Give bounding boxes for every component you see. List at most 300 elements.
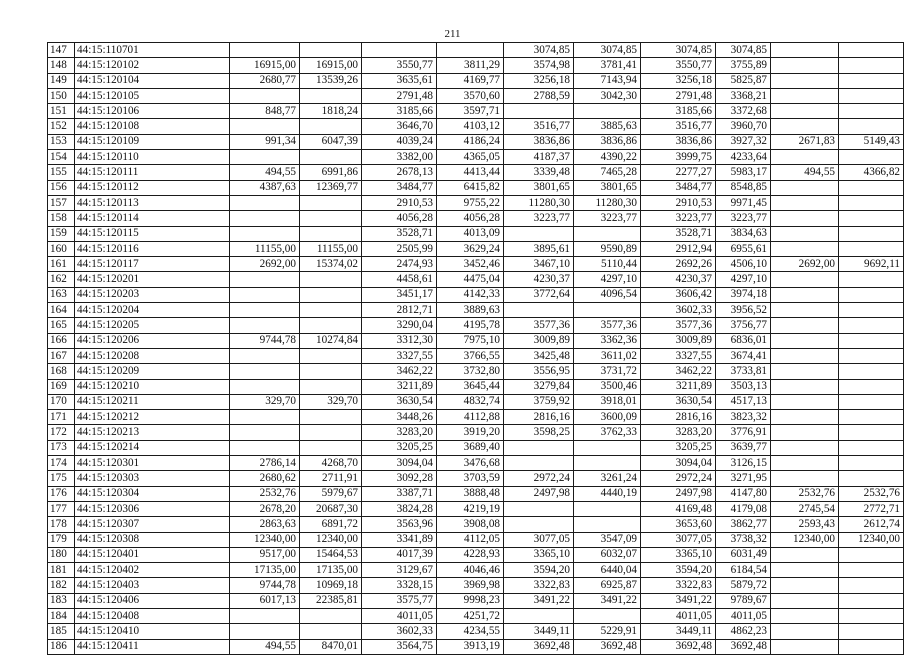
cell-value-1 [230,410,300,425]
cell-value-9 [771,211,839,226]
cell-value-9 [771,287,839,302]
cell-value-8: 3960,70 [716,119,771,134]
cell-value-2 [300,226,362,241]
cell-value-6: 3491,22 [574,593,641,608]
cell-value-7: 3074,85 [641,43,716,58]
cell-value-5: 3577,36 [504,318,574,333]
table-row [48,195,904,210]
cell-value-5: 4230,37 [504,272,574,287]
cell-value-2 [300,287,362,302]
table-row [48,624,904,639]
cell-value-2 [300,195,362,210]
cell-cadastral-code: 44:15:120114 [75,211,230,226]
table-row [48,608,904,623]
cell-value-1 [230,88,300,103]
cell-value-8: 3503,13 [716,379,771,394]
cell-value-9 [771,303,839,318]
cell-value-7: 3211,89 [641,379,716,394]
cell-value-2: 13539,26 [300,73,362,88]
cell-row-number: 171 [48,410,75,425]
cell-value-10 [839,58,904,73]
table-row [48,394,904,409]
cell-cadastral-code: 44:15:120109 [75,134,230,149]
cell-value-3: 3328,15 [362,578,437,593]
cell-value-6: 3801,65 [574,180,641,195]
cell-value-1: 2680,62 [230,471,300,486]
cell-value-2 [300,364,362,379]
cell-value-6 [574,456,641,471]
cell-value-4: 4169,77 [437,73,504,88]
table-row [48,165,904,180]
cell-value-9 [771,119,839,134]
cell-value-5: 2788,59 [504,88,574,103]
cell-value-5: 3556,95 [504,364,574,379]
cell-value-9 [771,471,839,486]
cell-cadastral-code: 44:15:120213 [75,425,230,440]
cell-value-5: 3772,64 [504,287,574,302]
cell-value-2: 10274,84 [300,333,362,348]
cell-value-2 [300,348,362,363]
cell-value-10 [839,593,904,608]
cell-value-5: 3279,84 [504,379,574,394]
cell-value-7: 3692,48 [641,639,716,654]
cell-cadastral-code: 44:15:120204 [75,303,230,318]
cell-cadastral-code: 44:15:120110 [75,150,230,165]
cell-value-8: 5825,87 [716,73,771,88]
cell-row-number: 179 [48,532,75,547]
cell-value-9 [771,410,839,425]
cell-value-1: 17135,00 [230,563,300,578]
cell-value-6: 6032,07 [574,547,641,562]
cell-value-5: 3836,86 [504,134,574,149]
cell-row-number: 180 [48,547,75,562]
table-row [48,348,904,363]
cell-value-8: 3834,63 [716,226,771,241]
cell-value-8: 3074,85 [716,43,771,58]
cell-row-number: 158 [48,211,75,226]
table-body [48,43,904,655]
cell-value-7: 3283,20 [641,425,716,440]
table-row [48,379,904,394]
cell-value-7: 2692,26 [641,257,716,272]
cell-value-10 [839,624,904,639]
cell-value-4: 3645,44 [437,379,504,394]
cell-value-3: 3575,77 [362,593,437,608]
cell-value-6: 3836,86 [574,134,641,149]
cell-value-8: 4506,10 [716,257,771,272]
cell-value-8: 3372,68 [716,104,771,119]
cell-cadastral-code: 44:15:120201 [75,272,230,287]
cell-value-6: 3918,01 [574,394,641,409]
cell-value-7: 3550,77 [641,58,716,73]
cell-value-3: 2505,99 [362,241,437,256]
table-row [48,639,904,654]
cell-value-9 [771,318,839,333]
cell-cadastral-code: 44:15:120212 [75,410,230,425]
cell-value-6: 3731,72 [574,364,641,379]
cell-value-2 [300,425,362,440]
cell-value-5: 3598,25 [504,425,574,440]
cell-value-10 [839,563,904,578]
cell-value-5 [504,456,574,471]
cell-value-5 [504,517,574,532]
cell-row-number: 153 [48,134,75,149]
cell-value-9 [771,394,839,409]
cell-value-9 [771,150,839,165]
cell-value-9: 2593,43 [771,517,839,532]
cell-cadastral-code: 44:15:120411 [75,639,230,654]
cell-value-7: 3577,36 [641,318,716,333]
cell-value-6: 3042,30 [574,88,641,103]
cell-value-7: 4011,05 [641,608,716,623]
cell-value-1: 2863,63 [230,517,300,532]
cell-value-1: 9517,00 [230,547,300,562]
cell-value-4: 4219,19 [437,501,504,516]
page-number: 211 [444,28,461,40]
cell-value-4: 4046,46 [437,563,504,578]
cell-value-3: 3564,75 [362,639,437,654]
cell-cadastral-code: 44:15:120402 [75,563,230,578]
cell-row-number: 147 [48,43,75,58]
cell-cadastral-code: 44:15:120408 [75,608,230,623]
table-row [48,364,904,379]
cell-value-10 [839,180,904,195]
cell-value-2: 11155,00 [300,241,362,256]
cell-value-8: 3956,52 [716,303,771,318]
cell-cadastral-code: 44:15:120105 [75,88,230,103]
cell-value-7: 3223,77 [641,211,716,226]
cell-row-number: 172 [48,425,75,440]
cell-row-number: 155 [48,165,75,180]
cell-value-8: 3974,18 [716,287,771,302]
cell-row-number: 151 [48,104,75,119]
cell-value-5 [504,608,574,623]
cell-value-7: 2791,48 [641,88,716,103]
cell-cadastral-code: 44:15:120410 [75,624,230,639]
cell-value-7: 3606,42 [641,287,716,302]
table-row [48,88,904,103]
cell-value-6: 9590,89 [574,241,641,256]
cell-value-1 [230,624,300,639]
cell-value-4: 6415,82 [437,180,504,195]
cell-value-6: 5229,91 [574,624,641,639]
cell-value-10 [839,547,904,562]
cell-value-6 [574,226,641,241]
table-row [48,578,904,593]
table-row [48,532,904,547]
cell-value-1 [230,440,300,455]
cell-value-6: 4390,22 [574,150,641,165]
cell-value-5: 3339,48 [504,165,574,180]
table-row [48,211,904,226]
cell-cadastral-code: 44:15:120102 [75,58,230,73]
cell-value-9: 2745,54 [771,501,839,516]
cell-value-2: 12369,77 [300,180,362,195]
cell-value-5: 3491,22 [504,593,574,608]
cell-value-6: 3611,02 [574,348,641,363]
cell-value-1: 9744,78 [230,333,300,348]
cell-value-2: 12340,00 [300,532,362,547]
cell-value-4: 4413,44 [437,165,504,180]
cell-value-3: 3528,71 [362,226,437,241]
table-row [48,150,904,165]
cell-value-9 [771,608,839,623]
cell-value-10 [839,272,904,287]
cell-value-7: 3322,83 [641,578,716,593]
cell-value-1: 2532,76 [230,486,300,501]
cell-value-7: 3602,33 [641,303,716,318]
cell-value-6: 3885,63 [574,119,641,134]
cell-value-5: 3074,85 [504,43,574,58]
cell-value-3: 3129,67 [362,563,437,578]
cell-row-number: 186 [48,639,75,654]
cell-value-8: 3733,81 [716,364,771,379]
cell-value-9 [771,226,839,241]
cell-value-9 [771,563,839,578]
cell-value-9 [771,639,839,654]
cell-value-4: 3766,55 [437,348,504,363]
cell-value-10 [839,440,904,455]
cell-row-number: 154 [48,150,75,165]
table-row [48,43,904,58]
cell-value-7: 3836,86 [641,134,716,149]
cell-row-number: 149 [48,73,75,88]
table-row [48,333,904,348]
cell-value-9 [771,88,839,103]
cell-value-4: 7975,10 [437,333,504,348]
cell-value-7: 3009,89 [641,333,716,348]
cell-value-8: 3692,48 [716,639,771,654]
cell-value-10: 2532,76 [839,486,904,501]
cell-value-5: 3759,92 [504,394,574,409]
cell-value-2 [300,303,362,318]
cell-value-2 [300,410,362,425]
cell-value-4: 3476,68 [437,456,504,471]
cell-row-number: 156 [48,180,75,195]
cell-row-number: 178 [48,517,75,532]
cell-value-6: 4440,19 [574,486,641,501]
cell-row-number: 163 [48,287,75,302]
cell-value-10 [839,456,904,471]
cell-value-7: 4230,37 [641,272,716,287]
cell-value-2 [300,318,362,333]
cell-row-number: 161 [48,257,75,272]
cell-row-number: 177 [48,501,75,516]
cell-value-9: 2692,00 [771,257,839,272]
cell-value-7: 2910,53 [641,195,716,210]
cell-value-9 [771,43,839,58]
cell-value-5: 3516,77 [504,119,574,134]
cell-value-8: 5983,17 [716,165,771,180]
cell-value-2 [300,440,362,455]
table-row [48,257,904,272]
cell-value-6: 7465,28 [574,165,641,180]
cell-value-8: 3756,77 [716,318,771,333]
cell-value-9 [771,272,839,287]
cell-value-1 [230,150,300,165]
cell-value-8: 4862,23 [716,624,771,639]
cell-cadastral-code: 44:15:120205 [75,318,230,333]
cell-cadastral-code: 44:15:120401 [75,547,230,562]
cell-value-6: 3362,36 [574,333,641,348]
table-row [48,241,904,256]
cell-cadastral-code: 44:15:120115 [75,226,230,241]
cell-value-7: 3185,66 [641,104,716,119]
cell-row-number: 182 [48,578,75,593]
cell-value-3: 3211,89 [362,379,437,394]
cell-value-5: 3574,98 [504,58,574,73]
cell-value-1 [230,608,300,623]
cell-value-2: 329,70 [300,394,362,409]
cell-value-10 [839,150,904,165]
table-row [48,119,904,134]
cell-value-10 [839,364,904,379]
cell-value-8: 3823,32 [716,410,771,425]
cell-value-10 [839,104,904,119]
cell-value-8: 6031,49 [716,547,771,562]
cell-value-8: 4517,13 [716,394,771,409]
cell-value-5: 3467,10 [504,257,574,272]
cell-value-10 [839,394,904,409]
cell-value-5: 3449,11 [504,624,574,639]
cell-value-1: 2786,14 [230,456,300,471]
cell-value-8: 4147,80 [716,486,771,501]
cell-value-9 [771,547,839,562]
cell-value-2 [300,150,362,165]
cell-cadastral-code: 44:15:120214 [75,440,230,455]
table-row [48,593,904,608]
cell-value-2: 5979,67 [300,486,362,501]
cell-cadastral-code: 44:15:120304 [75,486,230,501]
cell-value-4: 4186,24 [437,134,504,149]
cell-value-2 [300,608,362,623]
cell-value-4: 4103,12 [437,119,504,134]
cell-value-7: 2277,27 [641,165,716,180]
cell-row-number: 173 [48,440,75,455]
cell-value-3: 4056,28 [362,211,437,226]
cell-value-8: 3368,21 [716,88,771,103]
cell-value-3: 3341,89 [362,532,437,547]
table-row [48,547,904,562]
cell-cadastral-code: 44:15:120303 [75,471,230,486]
cell-value-1: 11155,00 [230,241,300,256]
cell-value-4: 4142,33 [437,287,504,302]
cell-row-number: 174 [48,456,75,471]
cell-value-2: 1818,24 [300,104,362,119]
cell-value-3: 4017,39 [362,547,437,562]
cell-value-8: 3776,91 [716,425,771,440]
cell-value-7: 4169,48 [641,501,716,516]
cell-value-4: 3913,19 [437,639,504,654]
cell-row-number: 170 [48,394,75,409]
cell-value-3: 3283,20 [362,425,437,440]
cell-value-1: 6017,13 [230,593,300,608]
table-row [48,563,904,578]
cell-value-2: 16915,00 [300,58,362,73]
cell-value-9 [771,425,839,440]
cell-value-7: 3594,20 [641,563,716,578]
cell-value-4: 4251,72 [437,608,504,623]
cell-value-5: 3009,89 [504,333,574,348]
cell-cadastral-code: 44:15:120112 [75,180,230,195]
cell-value-8: 4179,08 [716,501,771,516]
cell-cadastral-code: 44:15:120106 [75,104,230,119]
cell-value-5: 3594,20 [504,563,574,578]
cell-value-4: 3689,40 [437,440,504,455]
table-row [48,410,904,425]
cell-value-1: 329,70 [230,394,300,409]
cell-value-3: 3382,00 [362,150,437,165]
table-row [48,456,904,471]
cell-value-6 [574,501,641,516]
cell-value-4: 3919,20 [437,425,504,440]
cell-value-7: 3653,60 [641,517,716,532]
cell-value-1: 848,77 [230,104,300,119]
cell-value-5: 3895,61 [504,241,574,256]
cell-value-8: 3755,89 [716,58,771,73]
cell-value-10 [839,639,904,654]
cell-value-8: 4233,64 [716,150,771,165]
table-row [48,440,904,455]
cell-value-3: 3290,04 [362,318,437,333]
cell-value-3: 3635,61 [362,73,437,88]
cell-value-10 [839,43,904,58]
cell-value-6: 3547,09 [574,532,641,547]
cell-cadastral-code: 44:15:120203 [75,287,230,302]
cell-value-10: 9692,11 [839,257,904,272]
cell-value-6 [574,608,641,623]
cell-value-6 [574,517,641,532]
cell-value-9 [771,364,839,379]
cell-value-2: 22385,81 [300,593,362,608]
cell-cadastral-code: 44:15:120113 [75,195,230,210]
cell-value-6: 3074,85 [574,43,641,58]
cell-value-2 [300,272,362,287]
cell-value-3: 2910,53 [362,195,437,210]
cell-value-6: 4096,54 [574,287,641,302]
cell-row-number: 167 [48,348,75,363]
cell-value-5: 3801,65 [504,180,574,195]
cell-value-8: 3927,32 [716,134,771,149]
cell-value-1 [230,348,300,363]
cell-value-9 [771,241,839,256]
cell-value-5: 4187,37 [504,150,574,165]
cell-value-1 [230,318,300,333]
cell-row-number: 159 [48,226,75,241]
cell-value-10 [839,578,904,593]
cell-value-9 [771,578,839,593]
cell-value-1 [230,364,300,379]
cell-value-4: 3888,48 [437,486,504,501]
table-row [48,272,904,287]
cell-cadastral-code: 44:15:120116 [75,241,230,256]
cell-value-4: 4056,28 [437,211,504,226]
cell-value-4: 4195,78 [437,318,504,333]
cell-cadastral-code: 44:15:120306 [75,501,230,516]
cell-value-1: 2678,20 [230,501,300,516]
cell-value-3: 3387,71 [362,486,437,501]
cell-value-7: 3462,22 [641,364,716,379]
cell-value-3 [362,43,437,58]
cell-value-7: 2972,24 [641,471,716,486]
data-table [47,42,904,655]
cell-value-10 [839,241,904,256]
cell-row-number: 166 [48,333,75,348]
cell-cadastral-code: 44:15:110701 [75,43,230,58]
cell-value-2: 15374,02 [300,257,362,272]
cell-cadastral-code: 44:15:120117 [75,257,230,272]
cell-value-3: 3205,25 [362,440,437,455]
